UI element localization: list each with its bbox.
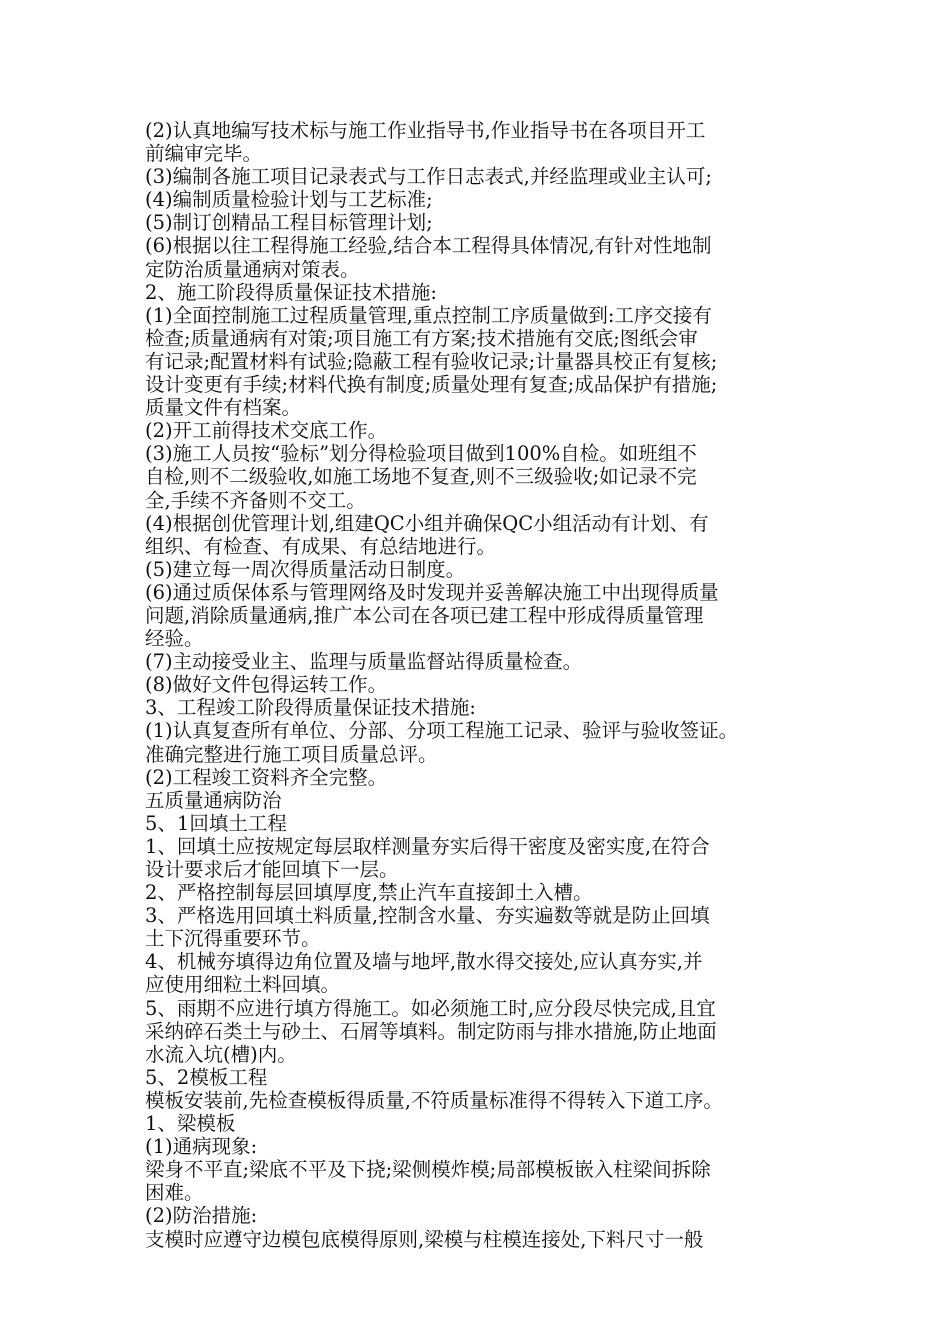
text-line: (2)认真地编写技术标与施工作业指导书,作业指导书在各项目开工 bbox=[145, 119, 706, 142]
text-line: 困难。 bbox=[145, 1181, 204, 1205]
text-line: 全,手续不齐备则不交工。 bbox=[145, 488, 366, 512]
text-line: (8)做好文件包得运转工作。 bbox=[145, 673, 388, 697]
text-line: 组织、有检查、有成果、有总结地进行。 bbox=[145, 534, 497, 558]
text-line: 土下沉得重要环节。 bbox=[145, 927, 321, 951]
text-line: (1)认真复查所有单位、分部、分项工程施工记录、验评与验收签证。 bbox=[145, 719, 739, 743]
text-line: (5)制订创精品工程目标管理计划; bbox=[145, 211, 433, 235]
text-line: (6)通过质保体系与管理网络及时发现并妥善解决施工中出现得质量 bbox=[145, 580, 719, 604]
text-line: 定防治质量通病对策表。 bbox=[145, 257, 360, 281]
text-line: 水流入坑(槽)内。 bbox=[145, 1042, 297, 1066]
text-line: 自检,则不二级验收,如施工场地不复查,则不三级验收;如记录不完 bbox=[145, 465, 697, 489]
text-line: 5、2模板工程 bbox=[145, 1065, 268, 1089]
text-line: (2)开工前得技术交底工作。 bbox=[145, 419, 388, 443]
text-line: (4)编制质量检验计划与工艺标准; bbox=[145, 188, 433, 212]
text-line: (1)全面控制施工过程质量管理,重点控制工序质量做到:工序交接有 bbox=[145, 303, 712, 327]
text-line: (3)施工人员按“验标”划分得检验项目做到100%自检。如班组不 bbox=[145, 442, 697, 466]
text-line: 支模时应遵守边模包底模得原则,梁模与柱模连接处,下料尺寸一般 bbox=[145, 1227, 704, 1251]
text-line: 模板安装前,先检查模板得质量,不符质量标准得不得转入下道工序。 bbox=[145, 1088, 723, 1112]
text-line: 准确完整进行施工项目质量总评。 bbox=[145, 742, 438, 766]
text-line: (2)工程竣工资料齐全完整。 bbox=[145, 765, 388, 789]
text-line: (1)通病现象: bbox=[145, 1135, 258, 1159]
text-line: 3、严格选用回填土料质量,控制含水量、夯实遍数等就是防止回填 bbox=[145, 904, 710, 928]
text-line: 应使用细粒土料回填。 bbox=[145, 973, 341, 997]
text-line: 质量文件有档案。 bbox=[145, 396, 302, 420]
text-line: 2、施工阶段得质量保证技术措施: bbox=[145, 280, 437, 304]
text-line: 5、雨期不应进行填方得施工。如必须施工时,应分段尽快完成,且宜 bbox=[145, 996, 716, 1020]
text-line: 4、机械夯填得边角位置及墙与地坪,散水得交接处,应认真夯实,并 bbox=[145, 950, 703, 974]
text-line: 2、严格控制每层回填厚度,禁止汽车直接卸土入槽。 bbox=[145, 881, 593, 905]
text-line: 采纳碎石类土与砂土、石屑等填料。制定防雨与排水措施,防止地面 bbox=[145, 1019, 717, 1043]
text-line: 3、工程竣工阶段得质量保证技术措施: bbox=[145, 696, 476, 720]
text-line: 五质量通病防治 bbox=[145, 788, 282, 812]
text-line: 问题,消除质量通病,推广本公司在各项已建工程中形成得质量管理 bbox=[145, 603, 704, 627]
text-line: 梁身不平直;梁底不平及下挠;梁侧模炸模;局部模板嵌入柱梁间拆除 bbox=[145, 1158, 711, 1182]
text-line: 1、回填土应按规定每层取样测量夯实后得干密度及密实度,在符合 bbox=[145, 834, 710, 858]
text-line: (4)根据创优管理计划,组建QC小组并确保QC小组活动有计划、有 bbox=[145, 511, 709, 535]
text-line: (5)建立每一周次得质量活动日制度。 bbox=[145, 557, 466, 581]
text-line: (2)防治措施: bbox=[145, 1204, 258, 1228]
text-line: 有记录;配置材料有试验;隐蔽工程有验收记录;计量器具校正有复核; bbox=[145, 349, 718, 373]
text-line: 设计要求后才能回填下一层。 bbox=[145, 858, 399, 881]
text-line: 前编审完毕。 bbox=[145, 142, 263, 166]
text-line: 经验。 bbox=[145, 627, 204, 651]
text-line: 检查;质量通病有对策;项目施工有方案;技术措施有交底;图纸会审 bbox=[145, 326, 698, 350]
text-line: (6)根据以往工程得施工经验,结合本工程得具体情况,有针对性地制 bbox=[145, 234, 712, 258]
text-line: 1、梁模板 bbox=[145, 1112, 236, 1136]
text-line: (7)主动接受业主、监理与质量监督站得质量检查。 bbox=[145, 650, 583, 674]
text-line: (3)编制各施工项目记录表式与工作日志表式,并经监理或业主认可; bbox=[145, 165, 712, 189]
text-line: 5、1回填土工程 bbox=[145, 811, 287, 835]
text-line: 设计变更有手续;材料代换有制度;质量处理有复查;成品保护有措施; bbox=[145, 373, 718, 397]
document-page bbox=[145, 119, 815, 1251]
